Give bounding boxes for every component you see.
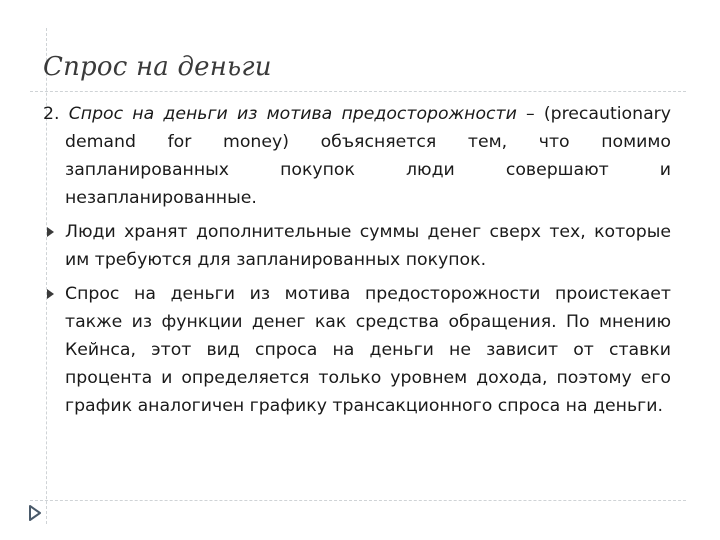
bullet-text: Люди хранят дополнительные суммы денег сверх тех, которые им требуются для запланированных покупок. (65, 222, 671, 270)
footer-divider (30, 500, 686, 501)
paragraph-number: 2. (43, 104, 60, 124)
bullet-paragraph (43, 218, 671, 274)
title-divider (30, 91, 686, 92)
slide-content (43, 100, 671, 426)
bullet-paragraph (43, 280, 671, 420)
triangle-right-icon (47, 289, 54, 299)
next-slide-icon[interactable] (28, 505, 42, 521)
triangle-right-icon (47, 227, 54, 237)
paragraph-text: – (precautionary demand for money) объясняется тем, что помимо запланированных покупок люди совершают и незапланированные. (65, 104, 672, 208)
slide-title: Спрос на деньги (43, 52, 272, 82)
paragraph-lead: Спрос на деньги из мотива предосторожности (68, 104, 517, 124)
bullet-text: Спрос на деньги из мотива предосторожности проистекает также из функции денег как средства обращения. По мнению Кейнса, этот вид спроса на деньги не зависит от ставки процента и определяется только уровнем дохода, поэтому его график аналогичен графику трансакционного спроса на деньги. (65, 284, 671, 416)
numbered-paragraph (43, 100, 671, 212)
